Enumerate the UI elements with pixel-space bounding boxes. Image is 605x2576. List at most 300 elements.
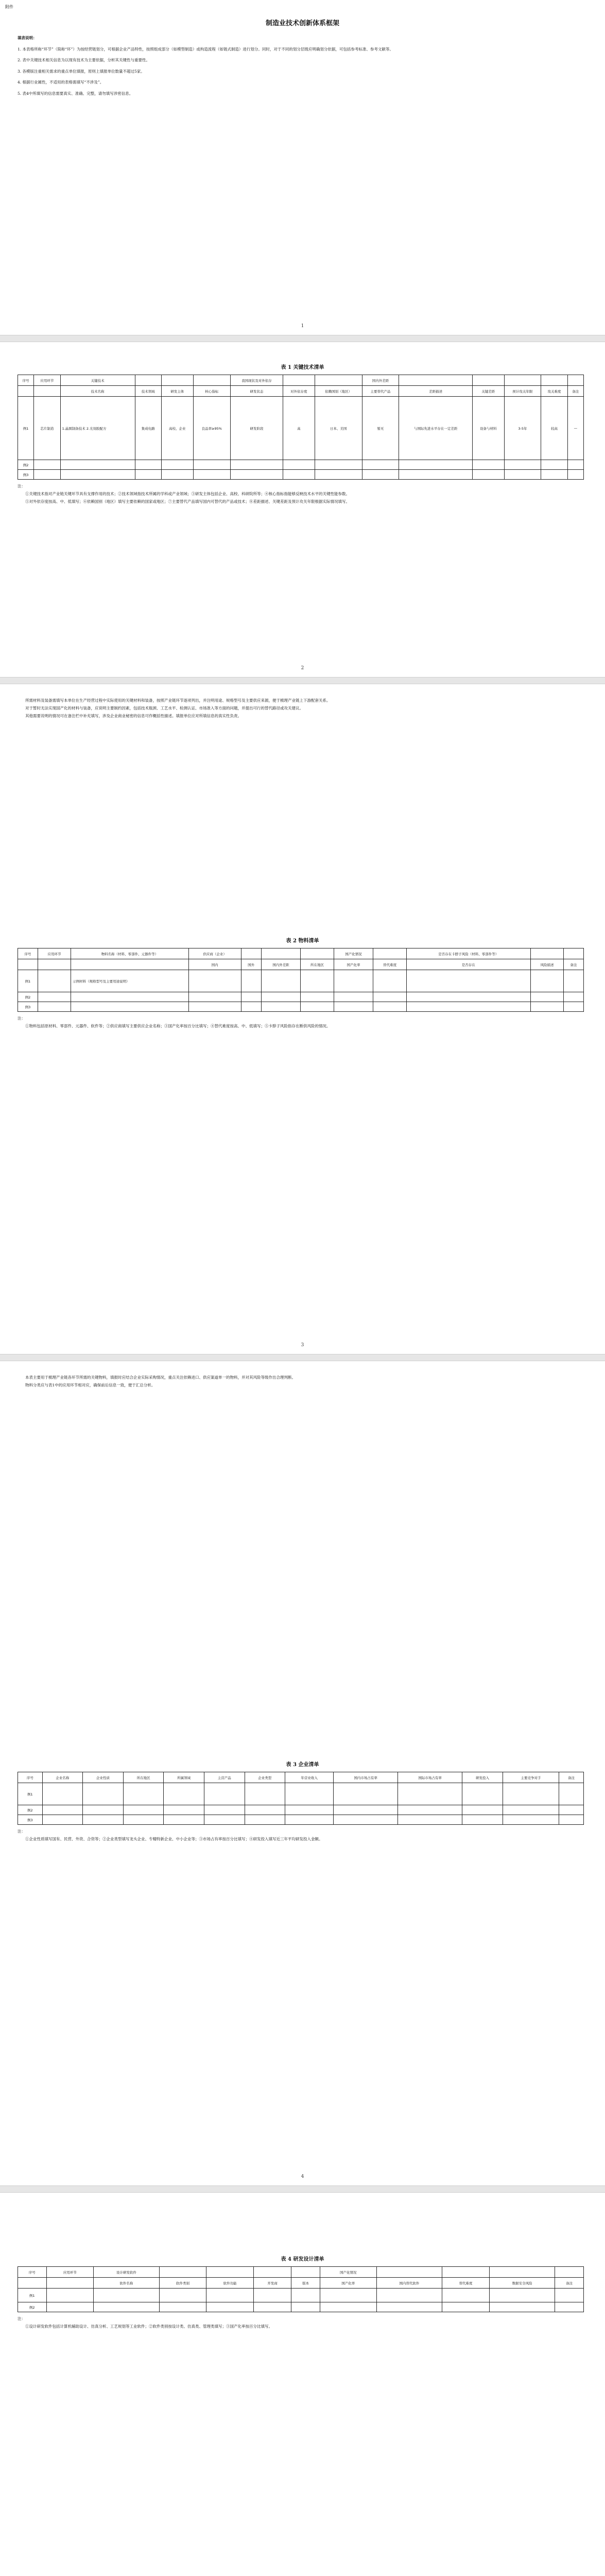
table-2-note: 注： [18, 1016, 25, 1021]
paragraph: 所需材料及装备需填写本单位在生产经营过程中实际使用的关键材料和装备，按照产业链环节逐项列出，并注明用途、规格型号及主要供应来源，便于梳理产业链上下游配套关系。 [25, 698, 331, 703]
header-cell: 攻关难度 [541, 386, 567, 397]
paragraph: ①关键技术指对产业链关键环节具有支撑作用的技术；②技术领域指技术所属的学科或产业领域；③研发主体包括企业、高校、科研院所等；④核心指标指能够反映技术水平的关键性能参数。 [25, 492, 350, 496]
table-cell [38, 992, 71, 1002]
header-cell: 设计研发软件 [94, 2267, 160, 2278]
table-cell: 较高 [541, 397, 567, 460]
table-cell [320, 2289, 376, 2302]
page-3-text [18, 684, 587, 720]
page-3 [0, 684, 605, 1354]
table-cell [261, 992, 301, 1002]
table-cell [564, 1002, 584, 1012]
table-3-title: 表 3 企业清单 [286, 1762, 319, 1768]
table-cell [241, 1002, 261, 1012]
table-cell [253, 2289, 291, 2302]
header-cell: 开发商 [253, 2278, 291, 2289]
table-cell [301, 992, 334, 1002]
header-cell: 备注 [564, 959, 584, 970]
header-cell: 备注 [555, 2278, 584, 2289]
header-cell: 关键差距 [472, 386, 504, 397]
table-cell [241, 992, 261, 1002]
header-cell: 备注 [559, 1772, 584, 1783]
table-cell: 研发阶段 [230, 397, 283, 460]
table-cell [559, 1805, 584, 1815]
table-cell: 集成电路 [135, 397, 161, 460]
header-row [18, 2267, 584, 2278]
table-2-title: 表 2 物料清单 [286, 938, 319, 944]
paragraph: 物料分类应与表1中的应用环节相对应，确保前后信息一致，便于汇总分析。 [25, 1383, 155, 1387]
table-cell: 与国际先进水平存在一定差距 [399, 397, 473, 460]
table-cell [334, 1805, 398, 1815]
table-cell [42, 1815, 83, 1825]
table-cell [285, 1783, 334, 1805]
header-cell: 年营业收入 [285, 1772, 334, 1783]
table-cell [503, 1805, 559, 1815]
table-3-notes [18, 1835, 587, 1843]
header-row [18, 375, 584, 386]
paragraph: 1. 本表格所称“环节”（简称“环”）为按经营链划分，可根据企业产品特性，按照组成部分（如模型制造）或构造流程（如链式制造）进行划分。同时，对于不同的划分层级应明确划分依据，可包括参考标准、参考文献等。 [18, 46, 393, 52]
header-cell: 技术领域 [135, 386, 161, 397]
table-cell [193, 470, 230, 480]
table-cell [334, 992, 373, 1002]
table-cell [123, 1815, 164, 1825]
table-cell [83, 1815, 124, 1825]
header-cell [18, 959, 38, 970]
page-break [0, 1354, 605, 1361]
table-row [18, 2289, 584, 2302]
header-cell: 国内市场占有率 [334, 1772, 398, 1783]
page-break [0, 335, 605, 342]
table-cell [555, 2289, 584, 2302]
table-cell [230, 460, 283, 470]
table-cell [164, 1815, 204, 1825]
table-cell [261, 1002, 301, 1012]
table-cell [283, 470, 315, 480]
table-cell [362, 470, 399, 480]
table-cell [94, 2302, 160, 2312]
table-cell [376, 2289, 442, 2302]
header-cell [376, 2267, 442, 2278]
table-cell [373, 970, 406, 992]
table-4-title: 表 4 研发设计清单 [281, 2257, 324, 2262]
table-cell: 例3 [18, 470, 34, 480]
table-1-notes [18, 490, 587, 505]
header-cell: 序号 [18, 1772, 43, 1783]
header-cell: 差距描述 [399, 386, 473, 397]
header-cell: 软件类别 [159, 2278, 206, 2289]
table-cell [362, 460, 399, 470]
table-cell [398, 1783, 462, 1805]
header-cell: 主营产品 [204, 1772, 245, 1783]
table-cell [162, 470, 194, 480]
table-cell [530, 1002, 563, 1012]
header-cell [315, 375, 362, 386]
table-cell [162, 460, 194, 470]
table-row [18, 970, 584, 992]
header-cell: 国产化率 [334, 959, 373, 970]
page-2 [0, 342, 605, 677]
header-row [18, 2278, 584, 2289]
table-cell [159, 2302, 206, 2312]
paragraph: 5. 表4中所填写的信息需要真实、准确、完整，请勿填写涉密信息。 [18, 91, 133, 96]
table-row [18, 992, 584, 1002]
table-cell [135, 470, 161, 480]
table-cell [204, 1805, 245, 1815]
table-cell: 例1 [18, 1783, 43, 1805]
header-cell: 软件功能 [206, 2278, 254, 2289]
table-cell: 良品率≥95% [193, 397, 230, 460]
header-cell: 所在地区 [301, 959, 334, 970]
table-cell [541, 460, 567, 470]
header-cell: 替代难度 [373, 959, 406, 970]
header-cell: 企业性质 [83, 1772, 124, 1783]
page-5 [0, 2193, 605, 2576]
table-cell [406, 1002, 530, 1012]
table-cell: 暂无 [362, 397, 399, 460]
table-cell [60, 460, 135, 470]
table-cell [503, 1815, 559, 1825]
key-technology-table [18, 375, 584, 480]
header-cell: 备注 [567, 386, 583, 397]
page-number: 2 [301, 666, 304, 671]
table-cell [472, 470, 504, 480]
table-cell [301, 1002, 334, 1012]
table-cell [188, 970, 241, 992]
table-cell [159, 2289, 206, 2302]
table-cell [503, 1783, 559, 1805]
table-4-note: 注： [18, 2316, 25, 2321]
table-1-note: 注： [18, 484, 25, 488]
page-break [0, 2185, 605, 2193]
table-cell: 例2 [18, 2302, 47, 2312]
header-cell: 所属领域 [164, 1772, 204, 1783]
table-cell [373, 992, 406, 1002]
table-cell [559, 1815, 584, 1825]
table-cell [245, 1815, 285, 1825]
table-cell [398, 1805, 462, 1815]
header-cell: 国产化率 [320, 2278, 376, 2289]
header-cell: 主要竞争对手 [503, 1772, 559, 1783]
table-cell: 芯片制造 [34, 397, 60, 460]
header-cell: 物料名称（材料、零部件、元器件等） [71, 948, 189, 959]
header-row [18, 959, 584, 970]
table-cell [399, 460, 473, 470]
paragraph: ①企业性质填写国有、民营、外资、合资等；②企业类型填写龙头企业、专精特新企业、中小企业等；③市场占有率按百分比填写；④研发投入填写近三年平均研发投入金额。 [25, 1837, 323, 1841]
table-cell [376, 2302, 442, 2312]
header-cell: 国内替代软件 [376, 2278, 442, 2289]
header-cell: 供应商（企业） [188, 948, 241, 959]
header-cell [206, 2267, 254, 2278]
table-cell [204, 1815, 245, 1825]
header-cell: 应用环节 [46, 2267, 94, 2278]
header-cell: 企业类型 [245, 1772, 285, 1783]
header-cell [38, 959, 71, 970]
page-break [0, 677, 605, 684]
header-cell [46, 2278, 94, 2289]
table-cell [241, 970, 261, 992]
table-cell [504, 470, 541, 480]
paragraph: 2. 表中关键技术相关信息为以现有技术为主要依据，分析其关键性与重要性。 [18, 58, 150, 62]
table-cell [285, 1815, 334, 1825]
paragraph: 4. 根据行业属性，不适用的表格需填写“不涉及”。 [18, 80, 104, 84]
header-cell: 替代难度 [442, 2278, 490, 2289]
table-row [18, 2302, 584, 2312]
table-cell [406, 970, 530, 992]
header-cell: 对外依存度 [283, 386, 315, 397]
header-row [18, 1772, 584, 1783]
table-cell: 3-5年 [504, 397, 541, 460]
table-cell [530, 992, 563, 1002]
table-cell [283, 460, 315, 470]
paragraph: 对于暂时无法实现国产化的材料与装备，应说明主要制约因素，包括技术瓶颈、工艺水平、检测认证、市场准入等方面的问题，并提出可行的替代路径或攻关建议。 [25, 706, 303, 710]
header-cell: 版本 [291, 2278, 320, 2289]
table-row [18, 1002, 584, 1012]
header-cell [18, 386, 34, 397]
table-cell [135, 460, 161, 470]
header-cell: 应用环节 [34, 375, 60, 386]
header-cell: 所在地区 [123, 1772, 164, 1783]
table-row [18, 397, 584, 460]
table-cell [38, 1002, 71, 1012]
header-cell: 是否存在卡脖子风险（材料、零部件等） [406, 948, 530, 959]
paragraph: 其他需要说明的情况可在备注栏中补充填写，涉及企业商业秘密的信息可作概括性描述。填报单位应对所填信息的真实性负责。 [25, 714, 241, 718]
paragraph: 3. 各模版注重相关需求的重点单位填报，原则上填报单位数量不超过5家。 [18, 69, 145, 74]
header-cell: 预计攻关年限 [504, 386, 541, 397]
header-cell [261, 948, 301, 959]
table-cell [462, 1783, 503, 1805]
table-cell: 例3 [18, 1002, 38, 1012]
paragraph: ⑤对外依存度按高、中、低填写；⑥依赖国别（地区）填写主要依赖的国家或地区；⑦主要替代产品填写国内可替代的产品或技术；⑧差距描述、关键差距及预计攻关年限根据实际情况填写。 [25, 499, 350, 504]
table-cell [442, 2302, 490, 2312]
header-cell [135, 375, 161, 386]
table-cell [399, 470, 473, 480]
header-cell [241, 948, 261, 959]
header-cell [541, 375, 567, 386]
header-cell [301, 948, 334, 959]
table-cell [530, 970, 563, 992]
table-cell: 例2 [18, 1805, 43, 1815]
header-cell [18, 2278, 47, 2289]
notes-list [18, 46, 587, 97]
header-cell [567, 375, 583, 386]
notes-heading: 填表说明： [18, 36, 37, 40]
table-2-notes [18, 1022, 587, 1030]
table-cell [472, 460, 504, 470]
table-cell [193, 460, 230, 470]
page-4-text [18, 1361, 587, 1389]
header-cell: 依赖国别（地区） [315, 386, 362, 397]
table-cell [567, 460, 583, 470]
table-cell [567, 470, 583, 480]
table-row [18, 470, 584, 480]
table-cell [541, 470, 567, 480]
table-cell [334, 1002, 373, 1012]
page-1 [0, 0, 605, 335]
header-cell: 国内外差距 [261, 959, 301, 970]
table-cell [504, 460, 541, 470]
table-cell [245, 1805, 285, 1815]
page-4 [0, 1361, 605, 2185]
table-cell [46, 2302, 94, 2312]
table-cell [230, 470, 283, 480]
table-cell [83, 1783, 124, 1805]
table-cell [564, 970, 584, 992]
table-cell [261, 970, 301, 992]
header-cell [472, 375, 504, 386]
header-cell [564, 948, 584, 959]
header-cell [399, 375, 473, 386]
header-cell: 研发状态 [230, 386, 283, 397]
table-row [18, 460, 584, 470]
header-cell [555, 2267, 584, 2278]
table-cell: 示例材料（规格型号及主要用途说明） [71, 970, 189, 992]
table-cell [164, 1783, 204, 1805]
materials-table [18, 948, 584, 1012]
table-cell [462, 1815, 503, 1825]
header-cell [373, 948, 406, 959]
table-cell [315, 460, 362, 470]
table-cell: 设备与材料 [472, 397, 504, 460]
page-number: 4 [301, 2174, 304, 2179]
table-cell [71, 992, 189, 1002]
doc-mark: 附件 [5, 5, 13, 9]
paragraph: ①物料包括原材料、零部件、元器件、软件等；②供应商填写主要供应企业名称；③国产化率按百分比填写；④替代难度按高、中、低填写；⑤卡脖子风险指存在断供风险的情况。 [25, 1024, 331, 1028]
header-cell: 应用环节 [38, 948, 71, 959]
table-cell [291, 2302, 320, 2312]
table-4-notes [18, 2323, 587, 2330]
table-cell [373, 1002, 406, 1012]
header-cell: 软件名称 [94, 2278, 160, 2289]
table-cell [559, 1783, 584, 1805]
table-cell [564, 992, 584, 1002]
header-cell: 风险描述 [530, 959, 563, 970]
header-cell [253, 2267, 291, 2278]
header-row [18, 386, 584, 397]
table-cell [83, 1805, 124, 1815]
table-3-note: 注： [18, 1829, 25, 1834]
header-cell [291, 2267, 320, 2278]
header-cell [34, 386, 60, 397]
table-cell [71, 1002, 189, 1012]
header-cell: 关键技术 [60, 375, 135, 386]
table-1-title: 表 1 关键技术清单 [281, 365, 324, 370]
header-cell: 研发投入 [462, 1772, 503, 1783]
table-cell [334, 1783, 398, 1805]
table-cell [42, 1805, 83, 1815]
table-cell [334, 1815, 398, 1825]
table-cell [285, 1805, 334, 1815]
table-cell [253, 2302, 291, 2312]
table-cell [301, 970, 334, 992]
table-cell [123, 1805, 164, 1815]
table-cell [46, 2289, 94, 2302]
table-cell [398, 1815, 462, 1825]
header-cell [489, 2267, 555, 2278]
header-cell: 我国现状及对外依存 [230, 375, 283, 386]
table-cell: 1.晶圆制备技术 2.光刻胶配方 [60, 397, 135, 460]
table-cell: 高 [283, 397, 315, 460]
table-cell: 例1 [18, 2289, 47, 2302]
page-title: 制造业技术创新体系框架 [265, 20, 339, 27]
header-cell: 国产化情况 [334, 948, 373, 959]
header-cell [504, 375, 541, 386]
table-cell [42, 1783, 83, 1805]
header-cell: 技术名称 [60, 386, 135, 397]
table-cell: 例2 [18, 992, 38, 1002]
header-cell: 国外 [241, 959, 261, 970]
header-cell [530, 948, 563, 959]
header-cell: 序号 [18, 948, 38, 959]
table-cell [555, 2302, 584, 2312]
header-cell: 数据安全风险 [489, 2278, 555, 2289]
header-cell [283, 375, 315, 386]
paragraph: ①设计研发软件包括计算机辅助设计、仿真分析、工艺规划等工业软件；②软件类别按设计类、仿真类、管理类填写；③国产化率按百分比填写。 [25, 2324, 272, 2329]
header-cell: 序号 [18, 2267, 47, 2278]
table-cell [188, 992, 241, 1002]
table-row [18, 1805, 584, 1815]
table-cell [188, 1002, 241, 1012]
table-cell [245, 1783, 285, 1805]
table-cell [334, 970, 373, 992]
rd-design-table [18, 2266, 584, 2312]
table-cell [206, 2289, 254, 2302]
header-cell: 国际市场占有率 [398, 1772, 462, 1783]
table-cell [406, 992, 530, 1002]
table-cell: 例2 [18, 460, 34, 470]
table-cell [489, 2302, 555, 2312]
table-cell [204, 1783, 245, 1805]
table-cell [489, 2289, 555, 2302]
header-cell: 国内外差距 [362, 375, 399, 386]
header-cell [159, 2267, 206, 2278]
header-row [18, 948, 584, 959]
table-cell: — [567, 397, 583, 460]
table-cell [462, 1805, 503, 1815]
table-row [18, 1815, 584, 1825]
table-cell [164, 1805, 204, 1815]
header-cell [162, 375, 194, 386]
table-cell [34, 470, 60, 480]
header-cell [442, 2267, 490, 2278]
table-cell [94, 2289, 160, 2302]
header-cell: 是否存在 [406, 959, 530, 970]
table-cell [442, 2289, 490, 2302]
header-cell [193, 375, 230, 386]
page-number: 1 [301, 324, 304, 329]
table-cell [206, 2302, 254, 2312]
header-cell [71, 959, 189, 970]
table-row [18, 1783, 584, 1805]
table-cell [34, 460, 60, 470]
page-number: 3 [301, 1343, 304, 1348]
header-cell: 国产化情况 [320, 2267, 376, 2278]
header-cell: 研发主体 [162, 386, 194, 397]
table-cell [291, 2289, 320, 2302]
header-cell: 主要替代产品 [362, 386, 399, 397]
table-cell: 例3 [18, 1815, 43, 1825]
table-cell: 例1 [18, 397, 34, 460]
header-cell: 企业名称 [42, 1772, 83, 1783]
paragraph: 本表主要用于梳理产业链各环节所需的关键物料，填报时应结合企业实际采购情况，重点关注依赖进口、供应渠道单一的物料，并对其风险等级作出合理判断。 [25, 1375, 296, 1380]
header-cell: 核心指标 [193, 386, 230, 397]
table-cell [320, 2302, 376, 2312]
table-cell [38, 970, 71, 992]
header-cell: 序号 [18, 375, 34, 386]
table-cell [123, 1783, 164, 1805]
table-cell: 例1 [18, 970, 38, 992]
enterprise-table [18, 1772, 584, 1825]
table-cell [315, 470, 362, 480]
table-cell: 日本、美国 [315, 397, 362, 460]
